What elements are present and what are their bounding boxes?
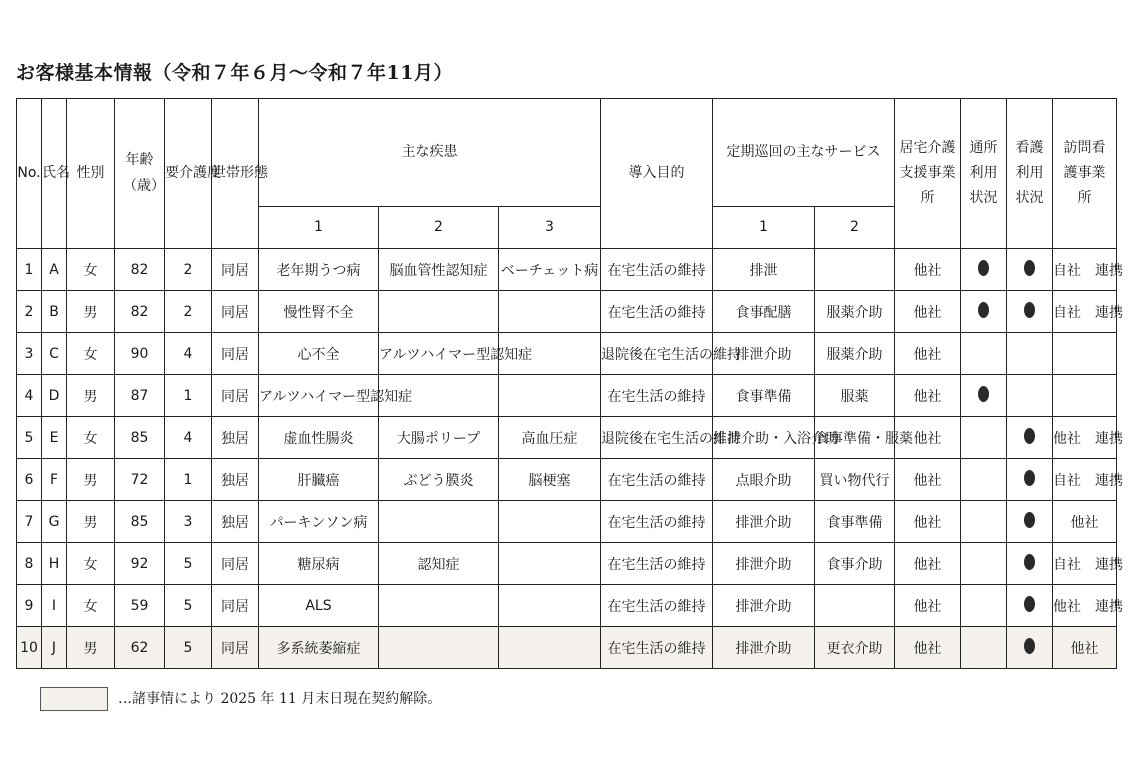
cell-household: 同居 bbox=[212, 585, 259, 627]
cell-care-level: 4 bbox=[165, 417, 212, 459]
cell-no: 2 bbox=[17, 291, 42, 333]
cell-daycare bbox=[961, 291, 1007, 333]
legend-text: …諸事情により 2025 年 11 月末日現在契約解除。 bbox=[118, 691, 442, 707]
table-row bbox=[17, 333, 1117, 375]
cell-age: 85 bbox=[115, 501, 165, 543]
cell-no: 1 bbox=[17, 249, 42, 291]
cell-disease-1: アルツハイマー型認知症 bbox=[259, 375, 379, 417]
cell-purpose: 在宅生活の維持 bbox=[601, 627, 713, 669]
cell-purpose: 在宅生活の維持 bbox=[601, 291, 713, 333]
cell-no: 7 bbox=[17, 501, 42, 543]
cell-care-office: 他社 bbox=[895, 291, 961, 333]
cell-disease-3: 脳梗塞 bbox=[499, 459, 601, 501]
cell-disease-2: 大腸ポリープ bbox=[379, 417, 499, 459]
header-gender: 性別 bbox=[67, 99, 115, 249]
header-disease-1: 1 bbox=[259, 207, 379, 249]
cell-name: H bbox=[42, 543, 67, 585]
cell-gender: 男 bbox=[67, 627, 115, 669]
cell-gender: 女 bbox=[67, 333, 115, 375]
cell-household: 同居 bbox=[212, 543, 259, 585]
cell-no: 4 bbox=[17, 375, 42, 417]
customer-info-table bbox=[16, 98, 1123, 669]
cell-disease-1: 虚血性腸炎 bbox=[259, 417, 379, 459]
cell-no: 9 bbox=[17, 585, 42, 627]
header-no: No. bbox=[17, 99, 42, 249]
cell-daycare bbox=[961, 417, 1007, 459]
cell-visit-nursing bbox=[1053, 333, 1117, 375]
cell-visit-nursing: 他社 bbox=[1053, 627, 1117, 669]
cell-name: E bbox=[42, 417, 67, 459]
cell-care-office: 他社 bbox=[895, 249, 961, 291]
table-row bbox=[17, 585, 1117, 627]
header-daycare: 通所利用状況 bbox=[961, 99, 1007, 249]
cell-care-level: 5 bbox=[165, 627, 212, 669]
cell-household: 独居 bbox=[212, 417, 259, 459]
cell-gender: 女 bbox=[67, 543, 115, 585]
cell-no: 5 bbox=[17, 417, 42, 459]
cell-visit-nursing: 他社 連携 bbox=[1053, 585, 1117, 627]
cell-age: 87 bbox=[115, 375, 165, 417]
cell-no: 6 bbox=[17, 459, 42, 501]
cell-visit-nursing bbox=[1053, 375, 1117, 417]
table-row bbox=[17, 291, 1117, 333]
cell-household: 同居 bbox=[212, 375, 259, 417]
filled-circle-icon bbox=[1024, 470, 1035, 486]
cell-daycare bbox=[961, 627, 1007, 669]
table-row bbox=[17, 459, 1117, 501]
cell-service-1: 排泄介助 bbox=[713, 627, 815, 669]
cell-nursing bbox=[1007, 291, 1053, 333]
cell-daycare bbox=[961, 501, 1007, 543]
cell-care-office: 他社 bbox=[895, 627, 961, 669]
cell-visit-nursing: 自社 連携 bbox=[1053, 459, 1117, 501]
header-disease-2: 2 bbox=[379, 207, 499, 249]
cell-age: 72 bbox=[115, 459, 165, 501]
cell-disease-2: 認知症 bbox=[379, 543, 499, 585]
cell-name: C bbox=[42, 333, 67, 375]
cell-visit-nursing: 他社 連携 bbox=[1053, 417, 1117, 459]
cell-gender: 男 bbox=[67, 291, 115, 333]
cell-service-1: 排泄介助・入浴介助 bbox=[713, 417, 815, 459]
cell-disease-2: アルツハイマー型認知症 bbox=[379, 333, 499, 375]
cell-name: J bbox=[42, 627, 67, 669]
cell-disease-3 bbox=[499, 627, 601, 669]
cell-service-2: 服薬介助 bbox=[815, 333, 895, 375]
cell-daycare bbox=[961, 459, 1007, 501]
cell-daycare bbox=[961, 585, 1007, 627]
cell-gender: 男 bbox=[67, 375, 115, 417]
cell-gender: 男 bbox=[67, 459, 115, 501]
cell-name: D bbox=[42, 375, 67, 417]
cell-purpose: 在宅生活の維持 bbox=[601, 375, 713, 417]
cell-disease-2 bbox=[379, 627, 499, 669]
cell-no: 3 bbox=[17, 333, 42, 375]
cell-household: 同居 bbox=[212, 249, 259, 291]
filled-circle-icon bbox=[1024, 638, 1035, 654]
cell-daycare bbox=[961, 333, 1007, 375]
header-purpose: 導入目的 bbox=[601, 99, 713, 249]
cell-service-1: 排泄 bbox=[713, 249, 815, 291]
cell-age: 59 bbox=[115, 585, 165, 627]
cell-daycare bbox=[961, 375, 1007, 417]
cell-disease-2 bbox=[379, 291, 499, 333]
cell-service-2: 食事準備・服薬 bbox=[815, 417, 895, 459]
cell-care-office: 他社 bbox=[895, 501, 961, 543]
cell-household: 同居 bbox=[212, 291, 259, 333]
cell-service-2: 更衣介助 bbox=[815, 627, 895, 669]
header-service-2: 2 bbox=[815, 207, 895, 249]
header-care-office: 居宅介護支援事業所 bbox=[895, 99, 961, 249]
cell-care-office: 他社 bbox=[895, 417, 961, 459]
cell-gender: 女 bbox=[67, 585, 115, 627]
cell-disease-2 bbox=[379, 585, 499, 627]
cell-service-2: 服薬 bbox=[815, 375, 895, 417]
filled-circle-icon bbox=[1024, 428, 1035, 444]
cell-name: G bbox=[42, 501, 67, 543]
cell-nursing bbox=[1007, 417, 1053, 459]
cell-service-1: 排泄介助 bbox=[713, 543, 815, 585]
cell-disease-1: 糖尿病 bbox=[259, 543, 379, 585]
cell-care-level: 3 bbox=[165, 501, 212, 543]
cell-care-level: 2 bbox=[165, 291, 212, 333]
cell-household: 同居 bbox=[212, 333, 259, 375]
cell-disease-1: 心不全 bbox=[259, 333, 379, 375]
cell-disease-3 bbox=[499, 501, 601, 543]
header-diseases: 主な疾患 bbox=[259, 99, 601, 207]
filled-circle-icon bbox=[1024, 302, 1035, 318]
filled-circle-icon bbox=[1024, 512, 1035, 528]
cell-visit-nursing: 他社 bbox=[1053, 501, 1117, 543]
cell-visit-nursing: 自社 連携 bbox=[1053, 249, 1117, 291]
cell-purpose: 在宅生活の維持 bbox=[601, 249, 713, 291]
cell-name: A bbox=[42, 249, 67, 291]
cell-disease-2: 脳血管性認知症 bbox=[379, 249, 499, 291]
cell-household: 独居 bbox=[212, 501, 259, 543]
cell-age: 92 bbox=[115, 543, 165, 585]
header-service-1: 1 bbox=[713, 207, 815, 249]
table-row bbox=[17, 627, 1117, 669]
cell-care-level: 1 bbox=[165, 375, 212, 417]
cell-disease-3: ベーチェット病 bbox=[499, 249, 601, 291]
table-body bbox=[17, 249, 1123, 669]
filled-circle-icon bbox=[1024, 596, 1035, 612]
header-visit-nursing: 訪問看護事業所 bbox=[1053, 99, 1117, 249]
cell-daycare bbox=[961, 249, 1007, 291]
table-row bbox=[17, 375, 1117, 417]
cell-disease-1: 老年期うつ病 bbox=[259, 249, 379, 291]
table-row bbox=[17, 543, 1117, 585]
cell-household: 独居 bbox=[212, 459, 259, 501]
cell-age: 85 bbox=[115, 417, 165, 459]
cell-care-office: 他社 bbox=[895, 333, 961, 375]
cell-age: 82 bbox=[115, 291, 165, 333]
cell-care-office: 他社 bbox=[895, 543, 961, 585]
cell-disease-1: 多系統萎縮症 bbox=[259, 627, 379, 669]
cell-disease-1: パーキンソン病 bbox=[259, 501, 379, 543]
cell-service-1: 排泄介助 bbox=[713, 585, 815, 627]
table-row bbox=[17, 501, 1117, 543]
cell-nursing bbox=[1007, 375, 1053, 417]
cell-service-1: 食事準備 bbox=[713, 375, 815, 417]
cell-disease-2 bbox=[379, 501, 499, 543]
cell-service-2: 服薬介助 bbox=[815, 291, 895, 333]
cell-service-1: 食事配膳 bbox=[713, 291, 815, 333]
cell-care-level: 4 bbox=[165, 333, 212, 375]
cell-care-level: 2 bbox=[165, 249, 212, 291]
filled-circle-icon bbox=[978, 386, 989, 402]
cell-daycare bbox=[961, 543, 1007, 585]
cell-disease-3: 高血圧症 bbox=[499, 417, 601, 459]
cell-service-2: 食事介助 bbox=[815, 543, 895, 585]
filled-circle-icon bbox=[1024, 260, 1035, 276]
cell-nursing bbox=[1007, 249, 1053, 291]
cell-gender: 男 bbox=[67, 501, 115, 543]
header-care-level: 要介護度 bbox=[165, 99, 212, 249]
cell-disease-3 bbox=[499, 375, 601, 417]
legend-swatch bbox=[40, 687, 108, 711]
cell-purpose: 在宅生活の維持 bbox=[601, 501, 713, 543]
cell-no: 10 bbox=[17, 627, 42, 669]
filled-circle-icon bbox=[978, 302, 989, 318]
cell-age: 82 bbox=[115, 249, 165, 291]
cell-care-level: 5 bbox=[165, 543, 212, 585]
cell-gender: 女 bbox=[67, 417, 115, 459]
cell-service-2: 買い物代行 bbox=[815, 459, 895, 501]
page-title: お客様基本情報（令和７年６月〜令和７年11月） bbox=[16, 62, 453, 84]
cell-gender: 女 bbox=[67, 249, 115, 291]
cell-age: 62 bbox=[115, 627, 165, 669]
cell-purpose: 在宅生活の維持 bbox=[601, 543, 713, 585]
cell-service-2 bbox=[815, 249, 895, 291]
cell-disease-2: ぶどう膜炎 bbox=[379, 459, 499, 501]
cell-household: 同居 bbox=[212, 627, 259, 669]
cell-service-1: 排泄介助 bbox=[713, 501, 815, 543]
cell-nursing bbox=[1007, 333, 1053, 375]
cell-disease-1: 肝臓癌 bbox=[259, 459, 379, 501]
filled-circle-icon bbox=[1024, 554, 1035, 570]
cell-care-office: 他社 bbox=[895, 585, 961, 627]
header-household: 世帯形態 bbox=[212, 99, 259, 249]
cell-service-1: 点眼介助 bbox=[713, 459, 815, 501]
cell-care-office: 他社 bbox=[895, 459, 961, 501]
cell-service-2 bbox=[815, 585, 895, 627]
cell-service-2: 食事準備 bbox=[815, 501, 895, 543]
header-nursing: 看護利用状況 bbox=[1007, 99, 1053, 249]
table-row bbox=[17, 417, 1117, 459]
filled-circle-icon bbox=[978, 260, 989, 276]
cell-care-level: 1 bbox=[165, 459, 212, 501]
cell-disease-3 bbox=[499, 585, 601, 627]
cell-visit-nursing: 自社 連携 bbox=[1053, 543, 1117, 585]
cell-nursing bbox=[1007, 543, 1053, 585]
cell-purpose: 在宅生活の維持 bbox=[601, 459, 713, 501]
cell-name: B bbox=[42, 291, 67, 333]
cell-disease-3 bbox=[499, 291, 601, 333]
cell-care-level: 5 bbox=[165, 585, 212, 627]
cell-no: 8 bbox=[17, 543, 42, 585]
cell-service-1: 排泄介助 bbox=[713, 333, 815, 375]
header-services: 定期巡回の主なサービス bbox=[713, 99, 895, 207]
cell-purpose: 退院後在宅生活の維持 bbox=[601, 333, 713, 375]
cell-disease-1: 慢性腎不全 bbox=[259, 291, 379, 333]
table-row bbox=[17, 249, 1117, 291]
cell-nursing bbox=[1007, 501, 1053, 543]
cell-name: I bbox=[42, 585, 67, 627]
cell-nursing bbox=[1007, 459, 1053, 501]
cell-nursing bbox=[1007, 627, 1053, 669]
cell-age: 90 bbox=[115, 333, 165, 375]
cell-care-office: 他社 bbox=[895, 375, 961, 417]
cell-nursing bbox=[1007, 585, 1053, 627]
header-disease-3: 3 bbox=[499, 207, 601, 249]
header-age: 年齢（歳） bbox=[115, 99, 165, 249]
cell-disease-3 bbox=[499, 543, 601, 585]
cell-purpose: 退院後在宅生活の維持 bbox=[601, 417, 713, 459]
cell-name: F bbox=[42, 459, 67, 501]
cell-visit-nursing: 自社 連携 bbox=[1053, 291, 1117, 333]
cell-disease-1: ALS bbox=[259, 585, 379, 627]
header-name: 氏名 bbox=[42, 99, 67, 249]
cell-purpose: 在宅生活の維持 bbox=[601, 585, 713, 627]
